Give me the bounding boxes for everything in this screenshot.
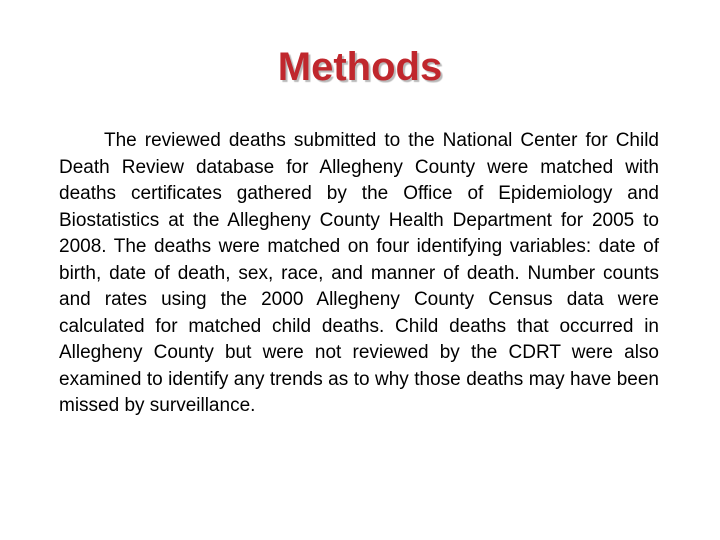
slide-title: Methods bbox=[277, 45, 443, 89]
methods-paragraph: The reviewed deaths submitted to the National Center for Child Death Review database for Allegheny County were matched with deaths certificates gathered by the Office of Epidemiology and Biostatistics at the Allegheny County Health Department for 2005 to 2008. The deaths were matched on four identifying variables: date of birth, date of death, sex, race, and manner of death. Number counts and rates using the 2000 Allegheny County Census data were calculated for matched child deaths. Child deaths that occurred in Allegheny County but were not reviewed by the CDRT were also examined to identify any trends as to why those deaths may have been missed by surveillance. bbox=[59, 130, 659, 416]
